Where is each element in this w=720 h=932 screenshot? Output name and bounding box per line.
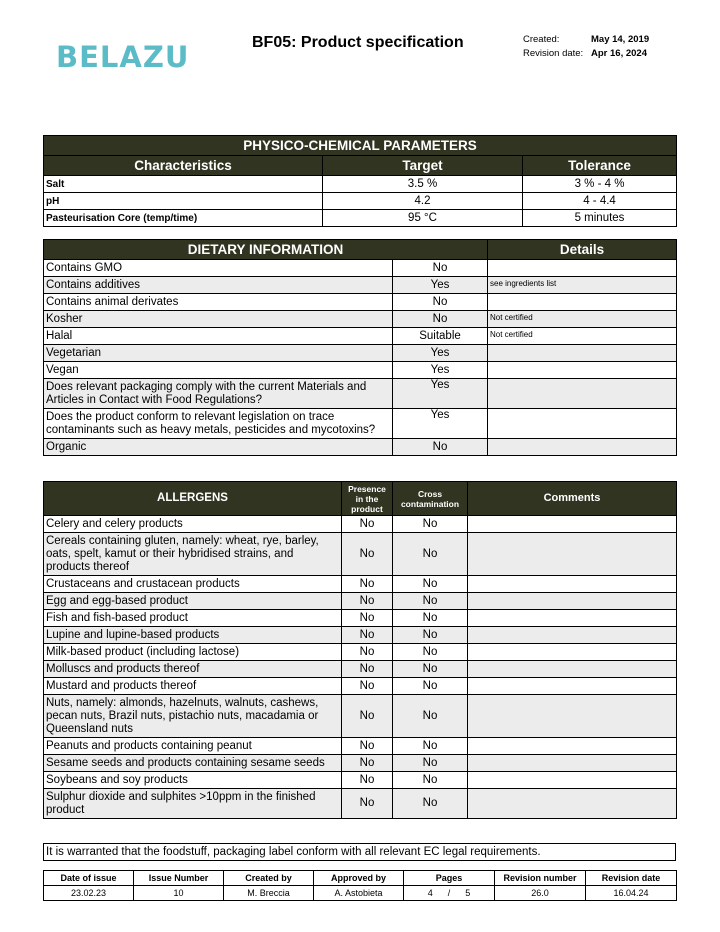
dietary-row-details — [488, 409, 677, 439]
dietary-row-value: No — [393, 439, 488, 456]
revision-label: Revision date: — [523, 48, 584, 59]
allergen-presence: No — [342, 644, 393, 661]
allergen-presence: No — [342, 593, 393, 610]
dietary-title: DIETARY INFORMATION — [44, 240, 488, 260]
physico-row-tolerance: 4 - 4.4 — [523, 193, 677, 210]
physico-title: PHYSICO-CHEMICAL PARAMETERS — [44, 136, 677, 156]
allergen-name: Nuts, namely: almonds, hazelnuts, walnuts, cashews, pecan nuts, Brazil nuts, pistachio nuts, macadamia or Queensland nuts — [44, 695, 342, 738]
allergen-cross: No — [393, 593, 468, 610]
allergen-name: Sulphur dioxide and sulphites >10ppm in the finished product — [44, 789, 342, 819]
physico-row-label: Pasteurisation Core (temp/time) — [44, 210, 323, 227]
allergen-name: Milk-based product (including lactose) — [44, 644, 342, 661]
allergen-presence: No — [342, 533, 393, 576]
allergen-comment — [468, 610, 677, 627]
dietary-row-details — [488, 362, 677, 379]
physico-row-tolerance: 5 minutes — [523, 210, 677, 227]
allergen-name: Mustard and products thereof — [44, 678, 342, 695]
dietary-row-label: Organic — [44, 439, 393, 456]
allergen-name: Soybeans and soy products — [44, 772, 342, 789]
dietary-row-value: No — [393, 311, 488, 328]
dietary-row-value: Yes — [393, 379, 488, 409]
allergen-presence: No — [342, 627, 393, 644]
physico-header-target: Target — [323, 156, 523, 176]
footer-header-created-by: Created by — [224, 871, 314, 886]
created-value: May 14, 2019 — [591, 34, 650, 45]
allergen-cross: No — [393, 627, 468, 644]
dietary-row-label: Contains animal derivates — [44, 294, 393, 311]
allergen-cross: No — [393, 533, 468, 576]
dietary-row-label: Does relevant packaging comply with the current Materials and Articles in Contact with Food Regulations? — [44, 379, 393, 409]
allergen-name: Fish and fish-based product — [44, 610, 342, 627]
allergen-cross: No — [393, 644, 468, 661]
footer-header-pages: Pages — [404, 871, 495, 886]
allergen-comment — [468, 533, 677, 576]
footer-revision-date: 16.04.24 — [586, 886, 677, 901]
allergen-cross: No — [393, 576, 468, 593]
physico-row-target: 4.2 — [323, 193, 523, 210]
allergen-presence: No — [342, 695, 393, 738]
dietary-row-value: Yes — [393, 362, 488, 379]
allergen-cross: No — [393, 755, 468, 772]
allergen-comment — [468, 738, 677, 755]
dietary-row-details: Not certified — [488, 311, 677, 328]
allergen-name: Lupine and lupine-based products — [44, 627, 342, 644]
allergen-comment — [468, 516, 677, 533]
dietary-row-details — [488, 260, 677, 277]
revision-value: Apr 16, 2024 — [591, 48, 647, 59]
footer-date-of-issue: 23.02.23 — [44, 886, 134, 901]
allergens-table — [43, 481, 677, 819]
revision-meta — [523, 48, 647, 59]
dietary-row-label: Vegan — [44, 362, 393, 379]
allergen-comment — [468, 695, 677, 738]
allergen-comment — [468, 755, 677, 772]
dietary-row-value: Yes — [393, 409, 488, 439]
footer-header-date-of-issue: Date of issue — [44, 871, 134, 886]
footer-header-revision-date: Revision date — [586, 871, 677, 886]
footer-created-by: M. Breccia — [224, 886, 314, 901]
dietary-table — [43, 239, 677, 456]
allergen-cross: No — [393, 678, 468, 695]
dietary-row-label: Vegetarian — [44, 345, 393, 362]
physico-header-characteristics: Characteristics — [44, 156, 323, 176]
allergen-name: Celery and celery products — [44, 516, 342, 533]
dietary-row-details — [488, 294, 677, 311]
allergen-presence: No — [342, 772, 393, 789]
allergen-comment — [468, 678, 677, 695]
physico-chemical-table — [43, 135, 677, 227]
brand-logo: BELAZU — [56, 40, 190, 74]
dietary-row-details — [488, 345, 677, 362]
physico-row-label: Salt — [44, 176, 323, 193]
footer-revision-number: 26.0 — [495, 886, 586, 901]
footer-approved-by: A. Astobieta — [314, 886, 404, 901]
allergen-comment — [468, 644, 677, 661]
dietary-row-label: Contains additives — [44, 277, 393, 294]
dietary-row-value: Yes — [393, 345, 488, 362]
allergen-comment — [468, 661, 677, 678]
allergen-comment — [468, 593, 677, 610]
physico-row-tolerance: 3 % - 4 % — [523, 176, 677, 193]
created-label: Created: — [523, 34, 560, 45]
dietary-details-header: Details — [488, 240, 677, 260]
allergen-name: Cereals containing gluten, namely: wheat, rye, barley, oats, spelt, kamut or their hybridised strains, and products thereof — [44, 533, 342, 576]
allergen-cross: No — [393, 695, 468, 738]
allergen-presence: No — [342, 661, 393, 678]
allergen-cross: No — [393, 661, 468, 678]
allergen-presence: No — [342, 576, 393, 593]
dietary-row-value: No — [393, 294, 488, 311]
dietary-row-details — [488, 379, 677, 409]
dietary-row-value: No — [393, 260, 488, 277]
allergen-name: Sesame seeds and products containing sesame seeds — [44, 755, 342, 772]
dietary-row-value: Yes — [393, 277, 488, 294]
allergen-comment — [468, 576, 677, 593]
warranty-statement: It is warranted that the foodstuff, packaging label conform with all relevant EC legal requirements. — [43, 843, 676, 861]
dietary-row-label: Contains GMO — [44, 260, 393, 277]
allergen-name: Molluscs and products thereof — [44, 661, 342, 678]
physico-row-target: 3.5 % — [323, 176, 523, 193]
allergen-comment — [468, 772, 677, 789]
dietary-row-value: Suitable — [393, 328, 488, 345]
allergen-presence: No — [342, 678, 393, 695]
cross-contamination-header: Cross contamination — [393, 482, 468, 516]
allergen-presence: No — [342, 755, 393, 772]
allergen-name: Crustaceans and crustacean products — [44, 576, 342, 593]
allergen-comment — [468, 627, 677, 644]
presence-header: Presence in the product — [342, 482, 393, 516]
allergen-name: Peanuts and products containing peanut — [44, 738, 342, 755]
dietary-row-details: see ingredients list — [488, 277, 677, 294]
physico-row-target: 95 °C — [323, 210, 523, 227]
allergen-cross: No — [393, 516, 468, 533]
document-footer-table — [43, 870, 677, 901]
footer-header-issue-number: Issue Number — [134, 871, 224, 886]
allergens-header: ALLERGENS — [44, 482, 342, 516]
document-title: BF05: Product specification — [252, 34, 464, 51]
allergen-presence: No — [342, 789, 393, 819]
dietary-row-label: Halal — [44, 328, 393, 345]
allergen-cross: No — [393, 610, 468, 627]
allergen-cross: No — [393, 738, 468, 755]
physico-row-label: pH — [44, 193, 323, 210]
physico-header-tolerance: Tolerance — [523, 156, 677, 176]
dietary-row-details: Not certified — [488, 328, 677, 345]
allergen-comment — [468, 789, 677, 819]
allergen-name: Egg and egg-based product — [44, 593, 342, 610]
allergen-presence: No — [342, 738, 393, 755]
allergen-cross: No — [393, 789, 468, 819]
dietary-row-details — [488, 439, 677, 456]
footer-pages: 4 / 5 — [404, 886, 495, 901]
footer-issue-number: 10 — [134, 886, 224, 901]
created-meta — [523, 34, 650, 45]
dietary-row-label: Kosher — [44, 311, 393, 328]
footer-header-revision-number: Revision number — [495, 871, 586, 886]
dietary-row-label: Does the product conform to relevant legislation on trace contaminants such as heavy metals, pesticides and mycotoxins? — [44, 409, 393, 439]
footer-header-approved-by: Approved by — [314, 871, 404, 886]
allergen-presence: No — [342, 516, 393, 533]
allergen-cross: No — [393, 772, 468, 789]
allergen-presence: No — [342, 610, 393, 627]
comments-header: Comments — [468, 482, 677, 516]
